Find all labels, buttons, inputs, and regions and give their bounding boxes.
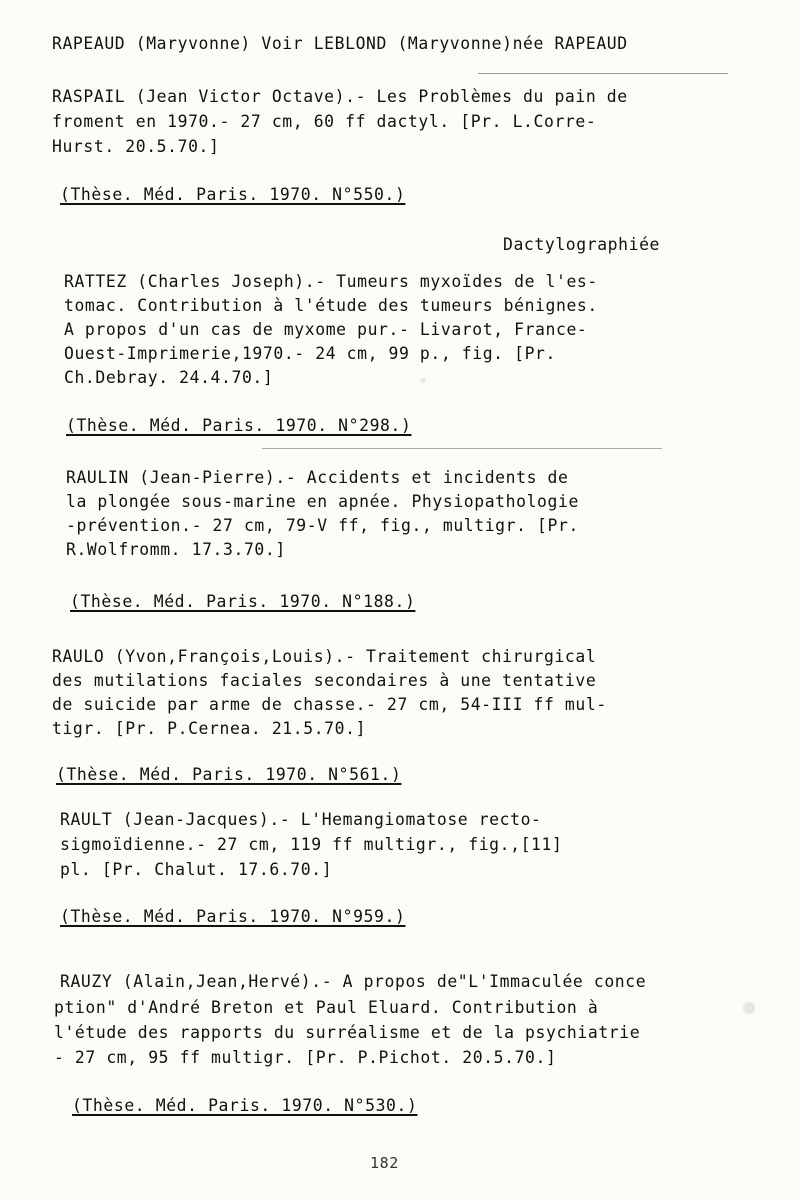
these-reference: (Thèse. Méd. Paris. 1970. N°530.) bbox=[72, 1096, 418, 1115]
page-number: 182 bbox=[370, 1154, 399, 1172]
paper-smudge bbox=[420, 378, 426, 383]
entry-line: RAUZY (Alain,Jean,Hervé).- A propos de"L'Immaculée conce bbox=[60, 972, 647, 991]
entry-line: tomac. Contribution à l'étude des tumeurs bénignes. bbox=[64, 296, 598, 315]
entry-line: l'étude des rapports du surréalisme et de la psychiatrie bbox=[54, 1023, 641, 1042]
entry-line: Hurst. 20.5.70.] bbox=[52, 137, 220, 156]
entry-line: RASPAIL (Jean Victor Octave).- Les Problèmes du pain de bbox=[52, 87, 628, 106]
these-reference: (Thèse. Méd. Paris. 1970. N°959.) bbox=[60, 907, 406, 926]
entry-line: RAULO (Yvon,François,Louis).- Traitement chirurgical bbox=[52, 647, 597, 666]
entry-line: pl. [Pr. Chalut. 17.6.70.] bbox=[60, 860, 333, 879]
entry-line: froment en 1970.- 27 cm, 60 ff dactyl. [Pr. L.Corre- bbox=[52, 112, 597, 131]
entry-line: RAULT (Jean-Jacques).- L'Hemangiomatose recto- bbox=[60, 810, 542, 829]
entry-line: sigmoïdienne.- 27 cm, 119 ff multigr., fig.,[11] bbox=[60, 835, 563, 854]
entry-line: de suicide par arme de chasse.- 27 cm, 54-III ff mul- bbox=[52, 695, 607, 714]
these-reference: (Thèse. Méd. Paris. 1970. N°188.) bbox=[70, 592, 416, 611]
paper-smudge bbox=[743, 1002, 755, 1014]
entry-line: des mutilations faciales secondaires à une tentative bbox=[52, 671, 597, 690]
section-divider bbox=[262, 448, 662, 449]
entry-line: Ch.Debray. 24.4.70.] bbox=[64, 368, 274, 387]
entry-line: R.Wolfromm. 17.3.70.] bbox=[66, 540, 286, 559]
typescript-note: Dactylographiée bbox=[503, 235, 661, 254]
entry-line: RAULIN (Jean-Pierre).- Accidents et incidents de bbox=[66, 468, 569, 487]
entry-line: -prévention.- 27 cm, 79-V ff, fig., multigr. [Pr. bbox=[66, 516, 579, 535]
entry-line: A propos d'un cas de myxome pur.- Livarot, France- bbox=[64, 320, 588, 339]
entry-line: Ouest-Imprimerie,1970.- 24 cm, 99 p., fig. [Pr. bbox=[64, 344, 556, 363]
these-reference: (Thèse. Méd. Paris. 1970. N°550.) bbox=[60, 185, 406, 204]
header-divider bbox=[478, 73, 728, 74]
these-reference: (Thèse. Méd. Paris. 1970. N°298.) bbox=[66, 416, 412, 435]
entry-line: RATTEZ (Charles Joseph).- Tumeurs myxoïdes de l'es- bbox=[64, 272, 598, 291]
entry-line: - 27 cm, 95 ff multigr. [Pr. P.Pichot. 20.5.70.] bbox=[54, 1048, 557, 1067]
these-reference: (Thèse. Méd. Paris. 1970. N°561.) bbox=[56, 765, 402, 784]
header-reference: RAPEAUD (Maryvonne) Voir LEBLOND (Maryvonne)née RAPEAUD bbox=[52, 34, 628, 53]
entry-line: tigr. [Pr. P.Cernea. 21.5.70.] bbox=[52, 719, 367, 738]
entry-line: la plongée sous-marine en apnée. Physiopathologie bbox=[66, 492, 579, 511]
entry-line: ption" d'André Breton et Paul Eluard. Contribution à bbox=[54, 998, 599, 1017]
